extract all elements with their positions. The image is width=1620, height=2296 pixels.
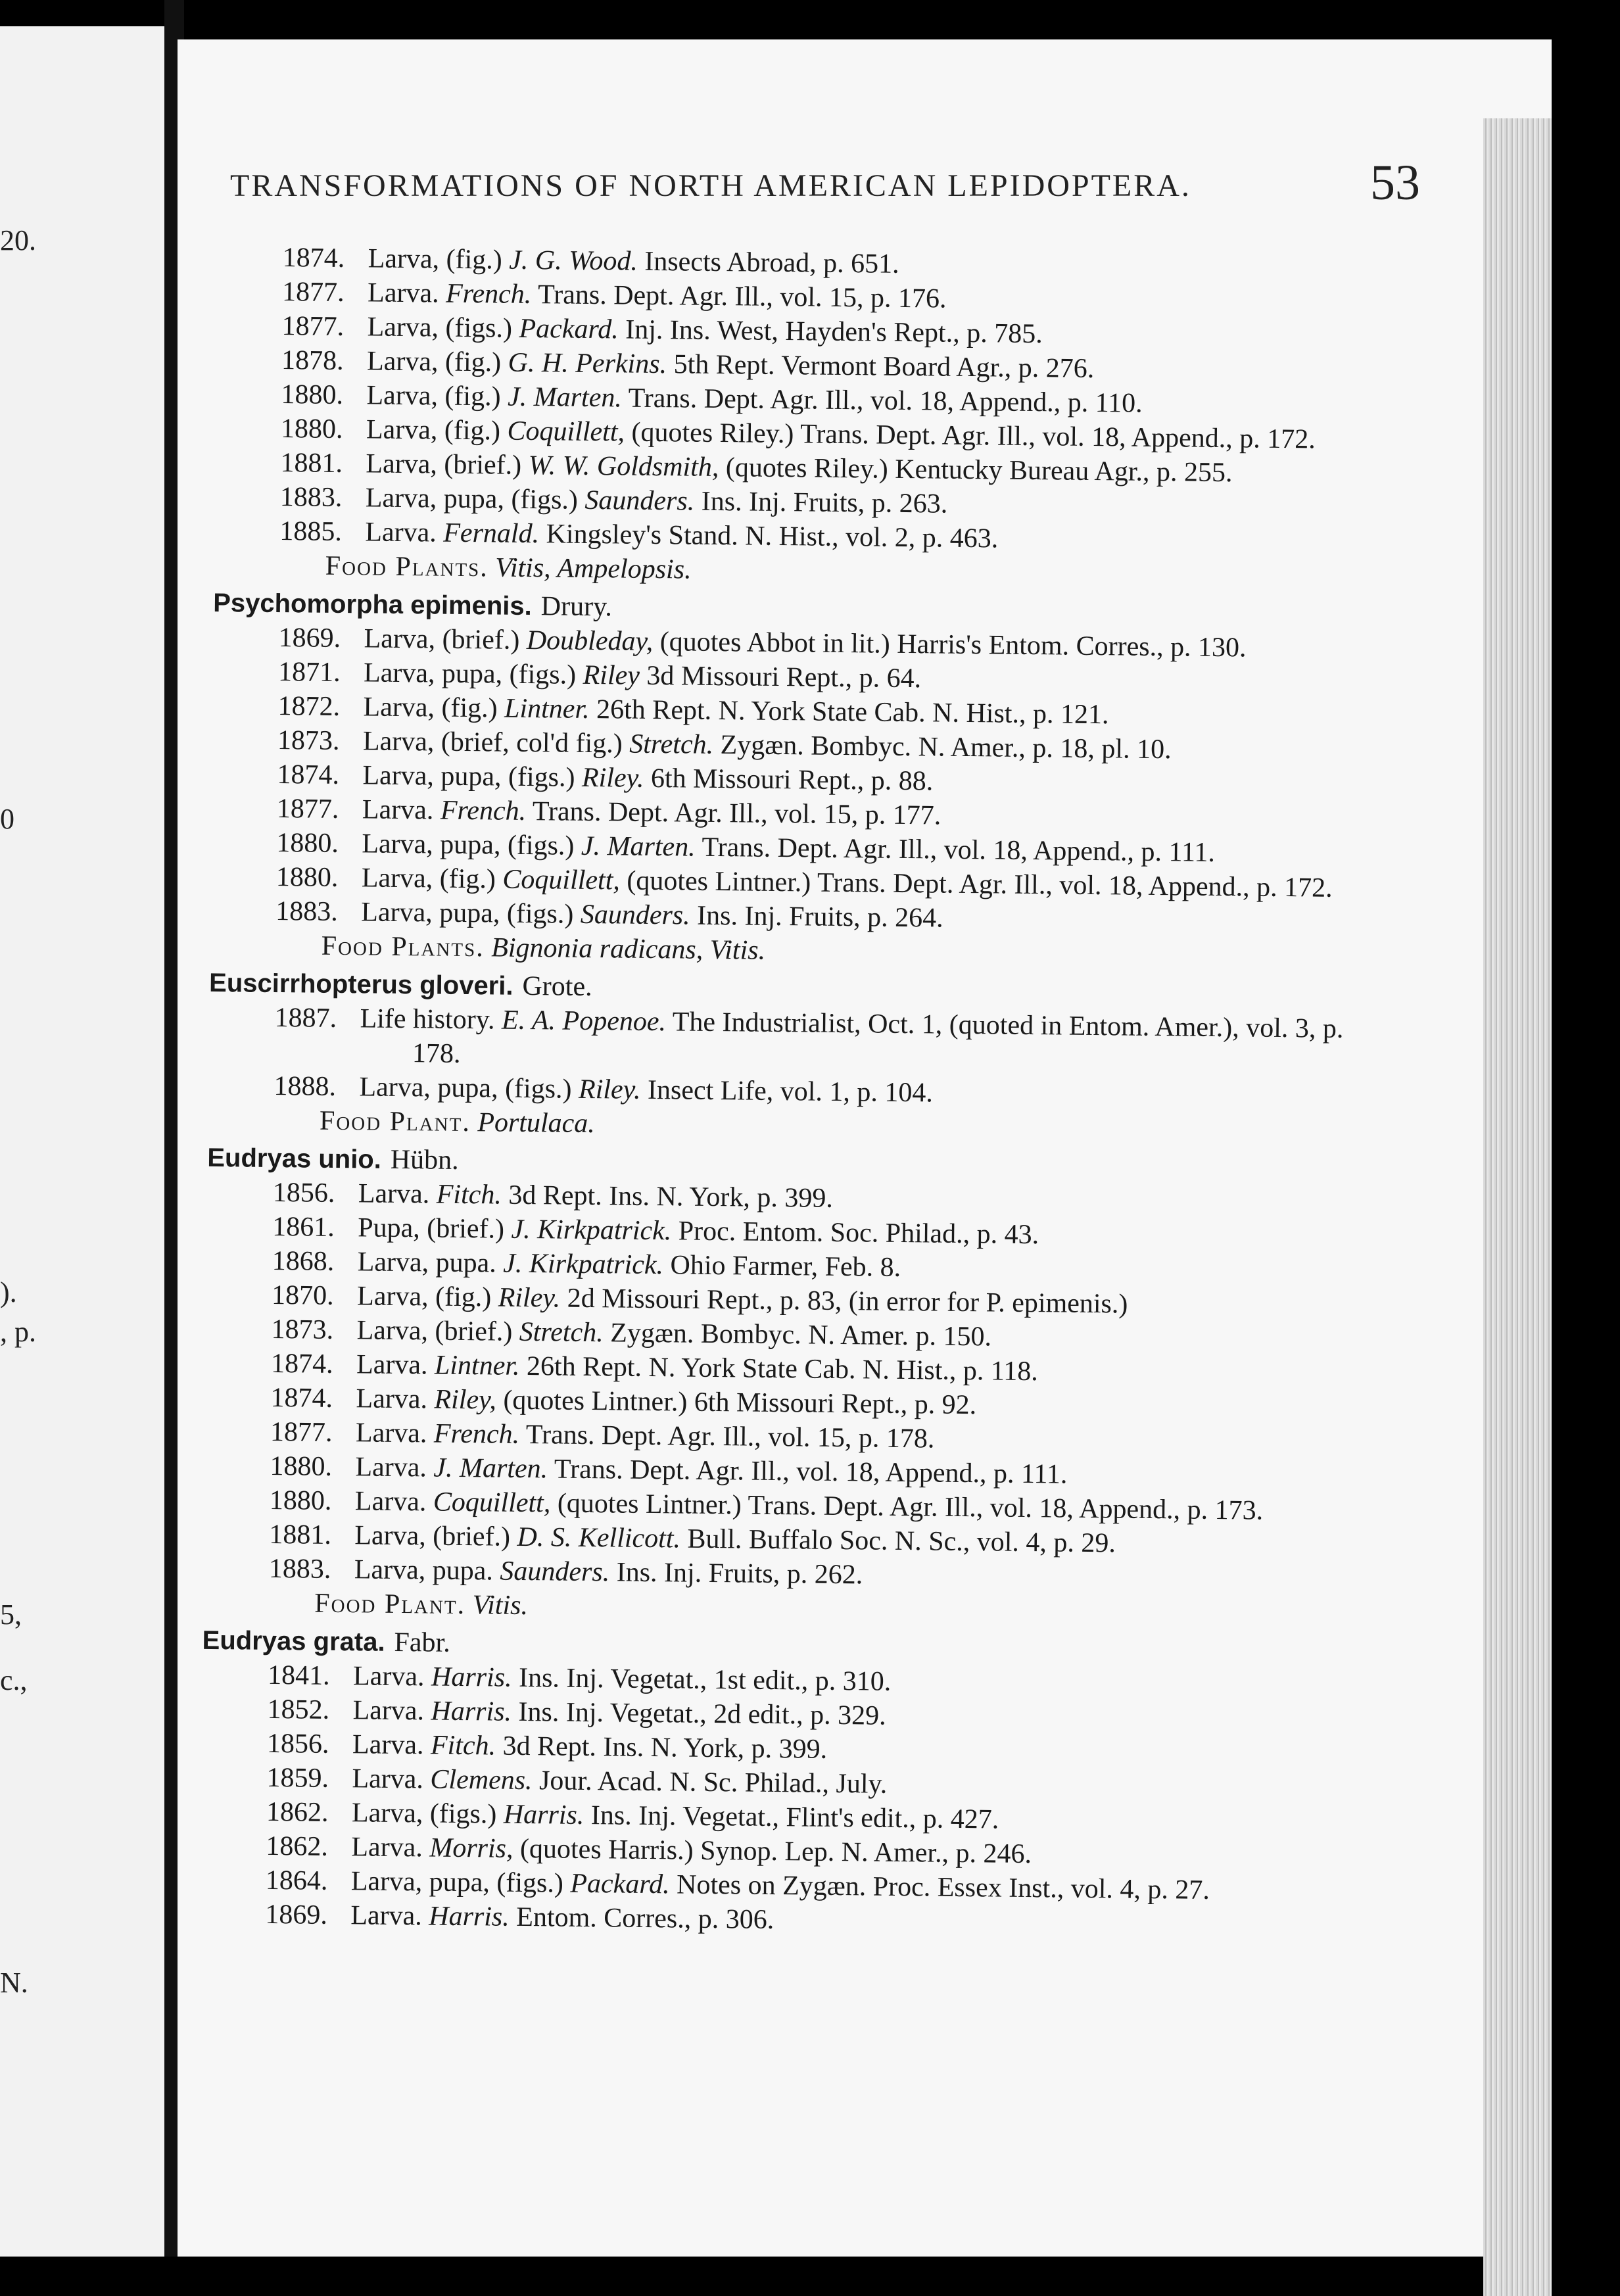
entry-year: 1859. bbox=[266, 1762, 329, 1794]
species-name: Psychomorpha epimenis. bbox=[212, 588, 533, 621]
entry-source: Proc. Entom. Soc. Philad., p. 43. bbox=[678, 1216, 1039, 1251]
entry-stage: Larva, pupa, (figs.) bbox=[350, 1866, 564, 1899]
entry-year: 1880. bbox=[275, 861, 339, 893]
entry-stage: Larva, (fig.) bbox=[368, 243, 503, 275]
entry-source: Inj. Ins. West, Hayden's Rept., p. 785. bbox=[625, 314, 1043, 350]
entry-stage: Larva, pupa, (figs.) bbox=[361, 897, 574, 930]
entry-stage: Larva. bbox=[358, 1178, 430, 1210]
entry-author: Doubleday, bbox=[526, 625, 654, 657]
entry-author: Riley. bbox=[581, 762, 644, 794]
entry-stage: Larva. bbox=[350, 1900, 422, 1932]
entry-year: 1881. bbox=[269, 1519, 332, 1550]
entry-source: Notes on Zygæn. Proc. Essex Inst., vol. 4, p. 27. bbox=[676, 1869, 1210, 1905]
entry-stage: Larva, (brief.) bbox=[366, 448, 522, 481]
food-plants-value: Bignonia radicans, Vitis. bbox=[491, 932, 766, 966]
entry-stage: Larva. bbox=[352, 1729, 424, 1761]
entry-author: Lintner. bbox=[434, 1350, 520, 1381]
entry-stage: Larva, pupa, (figs.) bbox=[362, 760, 575, 793]
entry-author: Fernald. bbox=[443, 517, 540, 550]
entry-stage: Larva, pupa. bbox=[354, 1554, 494, 1587]
entry-author: Fitch. bbox=[436, 1179, 502, 1210]
entry-stage: Larva. bbox=[355, 1452, 427, 1483]
entry-year: 1883. bbox=[268, 1553, 331, 1585]
entry-stage: Larva, (fig.) bbox=[363, 692, 498, 724]
entry-year: 1877. bbox=[281, 277, 345, 308]
entry-stage: Larva. bbox=[365, 517, 437, 548]
entry-source: Trans. Dept. Agr. Ill., vol. 15, p. 178. bbox=[525, 1420, 935, 1454]
entry-author: J. Marten. bbox=[581, 830, 696, 863]
entry-stage: Life history. bbox=[360, 1003, 495, 1036]
entry-year: 1888. bbox=[274, 1070, 337, 1102]
entry-author: E. A. Popenoe. bbox=[501, 1005, 667, 1038]
entry-stage: Larva. bbox=[352, 1695, 425, 1727]
entry-source: Zygæn. Bombyc. N. Amer. p. 150. bbox=[609, 1318, 992, 1352]
entry-source: Insect Life, vol. 1, p. 104. bbox=[647, 1074, 934, 1109]
entry-source: Trans. Dept. Agr. Ill., vol. 15, p. 176. bbox=[537, 279, 947, 314]
entry-stage: Larva, (figs.) bbox=[351, 1798, 497, 1830]
entry-source: Ins. Inj. Fruits, p. 263. bbox=[701, 486, 948, 519]
species-name: Eudryas grata. bbox=[202, 1625, 385, 1657]
entry-year: 1873. bbox=[271, 1314, 334, 1345]
entry-year: 1856. bbox=[272, 1177, 335, 1208]
margin-fragment: 0 bbox=[0, 803, 14, 835]
entry-author: Riley. bbox=[578, 1074, 641, 1105]
entry-author: J. G. Wood. bbox=[509, 245, 638, 277]
entry-year: 1885. bbox=[279, 516, 343, 548]
entry-author: Riley. bbox=[498, 1282, 561, 1314]
entry-year: 1878. bbox=[281, 345, 344, 377]
entry-author: Packard. bbox=[570, 1868, 670, 1900]
entry-author: J. Kirkpatrick. bbox=[511, 1214, 672, 1247]
entry-author: French. bbox=[433, 1418, 520, 1450]
entry-author: J. Marten. bbox=[507, 381, 623, 414]
entry-source: (quotes Abbot in lit.) Harris's Entom. Corres., p. 130. bbox=[659, 627, 1247, 663]
entry-year: 1856. bbox=[266, 1728, 329, 1759]
entry-stage: Larva, pupa, (figs.) bbox=[362, 828, 575, 861]
entry-author: Coquillett, bbox=[507, 416, 625, 448]
margin-fragment: ). bbox=[0, 1276, 17, 1308]
entry-year: 1880. bbox=[269, 1485, 332, 1516]
entry-year: 1874. bbox=[277, 759, 340, 790]
entry-year: 1880. bbox=[270, 1450, 333, 1482]
entry-author: Lintner. bbox=[504, 693, 590, 725]
entry-source: Trans. Dept. Agr. Ill., vol. 18, Append., p. 111. bbox=[554, 1454, 1068, 1490]
entry-year: 1880. bbox=[281, 379, 344, 411]
entry-year: 1861. bbox=[272, 1211, 335, 1243]
entry-source: Jour. Acad. N. Sc. Philad., July. bbox=[538, 1765, 888, 1800]
margin-fragment: 20. bbox=[0, 224, 36, 256]
entry-year: 1852. bbox=[267, 1694, 330, 1725]
entry-year: 1880. bbox=[280, 414, 343, 445]
species-name: Euscirrhopterus gloveri. bbox=[208, 968, 513, 1001]
entry-source: 5th Rept. Vermont Board Agr., p. 276. bbox=[673, 349, 1095, 384]
entry-source: Trans. Dept. Agr. Ill., vol. 18, Append., p. 110. bbox=[628, 383, 1143, 419]
entry-stage: Larva, (figs.) bbox=[367, 312, 513, 344]
entry-stage: Larva. bbox=[354, 1486, 427, 1518]
entry-source: Bull. Buffalo Soc. N. Sc., vol. 4, p. 29. bbox=[687, 1523, 1116, 1559]
entry-year: 1872. bbox=[277, 691, 341, 722]
entry-year: 1841. bbox=[267, 1660, 330, 1691]
entry-source: Trans. Dept. Agr. Ill., vol. 15, p. 177. bbox=[532, 796, 941, 831]
species-section bbox=[199, 1623, 1386, 1944]
entry-stage: Larva. bbox=[356, 1383, 428, 1415]
entry-source: (quotes Riley.) Trans. Dept. Agr. Ill., vol. 18, Append., p. 172. bbox=[631, 417, 1316, 455]
entry-stage: Larva, (brief, col'd fig.) bbox=[362, 726, 623, 759]
entry-year: 1880. bbox=[276, 827, 339, 859]
entry-stage: Larva, (brief.) bbox=[364, 623, 520, 656]
entry-year: 1870. bbox=[271, 1280, 334, 1311]
entry-author: Riley bbox=[583, 659, 640, 691]
entry-author: Clemens. bbox=[430, 1764, 533, 1796]
entry-source: Ins. Inj. Fruits, p. 262. bbox=[616, 1557, 863, 1590]
entry-author: J. Marten. bbox=[433, 1452, 548, 1485]
entry-stage: Larva, pupa. bbox=[357, 1247, 497, 1279]
entry-stage: Larva, (brief.) bbox=[354, 1520, 511, 1552]
entry-source: 26th Rept. N. York State Cab. N. Hist., p. 118. bbox=[526, 1351, 1039, 1387]
entry-stage: Larva, pupa, (figs.) bbox=[359, 1072, 572, 1105]
entry-stage: Pupa, (brief.) bbox=[358, 1212, 505, 1245]
entry-author: Harris. bbox=[431, 1696, 512, 1727]
species-author: Hübn. bbox=[390, 1144, 459, 1176]
entry-stage: Larva, (brief.) bbox=[356, 1315, 513, 1347]
entry-source: 26th Rept. N. York State Cab. N. Hist., p. 121. bbox=[596, 694, 1109, 730]
entry-source: Insects Abroad, p. 651. bbox=[644, 246, 899, 279]
page-header bbox=[230, 155, 1420, 214]
entry-year: 1869. bbox=[265, 1899, 328, 1930]
entry-stage: Larva. bbox=[356, 1349, 428, 1381]
previous-page-margin bbox=[0, 26, 164, 2257]
entry-stage: Larva. bbox=[351, 1832, 423, 1863]
species-section bbox=[210, 586, 1397, 974]
entry-year: 1873. bbox=[277, 725, 340, 756]
entry-source: Trans. Dept. Agr. Ill., vol. 18, Append., p. 111. bbox=[702, 832, 1216, 868]
entry-stage: Larva. bbox=[362, 794, 434, 826]
species-author: Fabr. bbox=[394, 1627, 450, 1658]
entry-source: 2d Missouri Rept., p. 83, (in error for P. epimenis.) bbox=[567, 1283, 1128, 1320]
entry-source: Entom. Corres., p. 306. bbox=[516, 1901, 774, 1936]
entry-stage: Larva, (fig.) bbox=[356, 1281, 492, 1313]
food-plants-value: Portulaca. bbox=[477, 1107, 596, 1139]
entry-source: Ohio Farmer, Feb. 8. bbox=[670, 1250, 901, 1283]
species-author: Grote. bbox=[522, 970, 592, 1003]
species-author: Drury. bbox=[540, 591, 613, 623]
entry-author: French. bbox=[440, 795, 527, 826]
margin-fragment: N. bbox=[0, 1967, 28, 1999]
entry-source: (quotes Lintner.) Trans. Dept. Agr. Ill., vol. 18, Append., p. 173. bbox=[557, 1488, 1264, 1526]
entry-author: Coquillett, bbox=[433, 1487, 551, 1519]
entry-year: 1877. bbox=[276, 794, 339, 825]
entry-stage: Larva, (fig.) bbox=[366, 380, 501, 412]
entry-year: 1877. bbox=[270, 1416, 333, 1448]
entry-year: 1862. bbox=[266, 1830, 329, 1862]
entry-stage: Larva, (fig.) bbox=[366, 414, 501, 446]
entry-author: W. W. Goldsmith, bbox=[528, 450, 719, 483]
entry-author: G. H. Perkins. bbox=[508, 347, 667, 380]
entry-stage: Larva, pupa, (figs.) bbox=[365, 483, 579, 515]
entry-source: (quotes Harris.) Synop. Lep. N. Amer., p. 246. bbox=[519, 1833, 1032, 1870]
margin-fragment: 5, bbox=[0, 1598, 22, 1631]
entry-source: Ins. Inj. Vegetat., 1st edit., p. 310. bbox=[518, 1662, 892, 1697]
species-section bbox=[202, 1141, 1391, 1632]
entry-author: Harris. bbox=[431, 1662, 512, 1693]
entry-year: 1874. bbox=[270, 1348, 333, 1379]
page-number: 53 bbox=[1370, 155, 1420, 210]
entry-year: 1862. bbox=[266, 1796, 329, 1828]
food-plants-value: Vitis. bbox=[472, 1590, 529, 1621]
margin-fragment: , p. bbox=[0, 1316, 36, 1348]
entry-author: Harris. bbox=[429, 1901, 510, 1932]
entry-author: Coquillett, bbox=[502, 864, 621, 896]
entry-source: 6th Missouri Rept., p. 88. bbox=[650, 763, 934, 797]
reference-entry bbox=[274, 1001, 1393, 1081]
running-head: TRANSFORMATIONS OF NORTH AMERICAN LEPIDOPTERA. bbox=[230, 168, 1191, 203]
entry-author: Stretch. bbox=[629, 729, 714, 760]
entry-author: Harris. bbox=[503, 1799, 584, 1830]
entry-source: (quotes Lintner.) Trans. Dept. Agr. Ill., vol. 18, Append., p. 172. bbox=[627, 865, 1333, 903]
species-section bbox=[214, 240, 1400, 594]
entry-source: 3d Rept. Ins. N. York, p. 399. bbox=[508, 1180, 834, 1214]
margin-fragment: c., bbox=[0, 1664, 28, 1696]
entry-author: French. bbox=[445, 278, 532, 310]
entry-stage: Larva, pupa, (figs.) bbox=[363, 658, 577, 690]
entry-stage: Larva. bbox=[367, 277, 439, 309]
entry-year: 1881. bbox=[280, 448, 343, 479]
entry-author: Saunders. bbox=[584, 485, 695, 517]
entry-author: J. Kirkpatrick. bbox=[503, 1248, 664, 1281]
entry-source: (quotes Lintner.) 6th Missouri Rept., p. 92. bbox=[503, 1385, 977, 1421]
food-plants-label: Food Plant. bbox=[314, 1588, 466, 1621]
entry-author: Packard. bbox=[519, 313, 619, 345]
entry-year: 1864. bbox=[265, 1865, 328, 1896]
entry-source: (quotes Riley.) Kentucky Bureau Agr., p. 255. bbox=[725, 452, 1233, 489]
entry-year: 1874. bbox=[270, 1382, 333, 1414]
entry-author: Saunders. bbox=[580, 899, 690, 931]
entry-year: 1887. bbox=[274, 1002, 337, 1034]
entry-year: 1883. bbox=[275, 896, 339, 927]
entry-source: Zygæn. Bombyc. N. Amer., p. 18, pl. 10. bbox=[720, 730, 1172, 765]
entry-year: 1877. bbox=[281, 311, 345, 343]
entry-author: Fitch. bbox=[430, 1730, 496, 1761]
entry-stage: Larva, (fig.) bbox=[361, 863, 496, 895]
entry-author: Saunders. bbox=[500, 1556, 610, 1588]
entry-source: 3d Missouri Rept., p. 64. bbox=[646, 660, 922, 694]
species-section bbox=[208, 966, 1393, 1149]
entry-stage: Larva. bbox=[352, 1661, 425, 1692]
entry-year: 1883. bbox=[279, 482, 343, 514]
entry-author: Morris, bbox=[429, 1832, 513, 1864]
bibliography-content bbox=[199, 240, 1400, 1944]
food-plants-label: Food Plant. bbox=[319, 1105, 471, 1138]
entry-author: Riley, bbox=[434, 1384, 497, 1416]
entry-source: Ins. Inj. Fruits, p. 264. bbox=[696, 900, 943, 934]
entry-author: D. S. Kellicott. bbox=[517, 1521, 681, 1554]
entry-stage: Larva. bbox=[355, 1418, 427, 1449]
species-name: Eudryas unio. bbox=[207, 1143, 382, 1174]
entry-year: 1869. bbox=[278, 623, 341, 654]
entry-stage: Larva, (fig.) bbox=[366, 346, 502, 378]
entry-author: Stretch. bbox=[519, 1316, 604, 1349]
entry-year: 1871. bbox=[277, 657, 341, 688]
entry-source: The Industrialist, Oct. 1, (quoted in Entom. Amer.), vol. 3, p. 178. bbox=[412, 1007, 1344, 1069]
entry-source: 3d Rept. Ins. N. York, p. 399. bbox=[502, 1731, 828, 1765]
entry-source: Ins. Inj. Vegetat., Flint's edit., p. 427. bbox=[590, 1800, 999, 1835]
entry-source: Ins. Inj. Vegetat., 2d edit., p. 329. bbox=[518, 1696, 886, 1731]
entry-source: Kingsley's Stand. N. Hist., vol. 2, p. 463. bbox=[546, 519, 999, 554]
food-plants-value: Vitis, Ampelopsis. bbox=[495, 552, 692, 585]
food-plants-label: Food Plants. bbox=[325, 550, 489, 583]
entry-stage: Larva. bbox=[352, 1763, 424, 1795]
page-edge bbox=[1483, 118, 1552, 2296]
food-plants-label: Food Plants. bbox=[321, 930, 485, 963]
entry-year: 1868. bbox=[272, 1245, 335, 1277]
entry-year: 1874. bbox=[282, 243, 345, 274]
